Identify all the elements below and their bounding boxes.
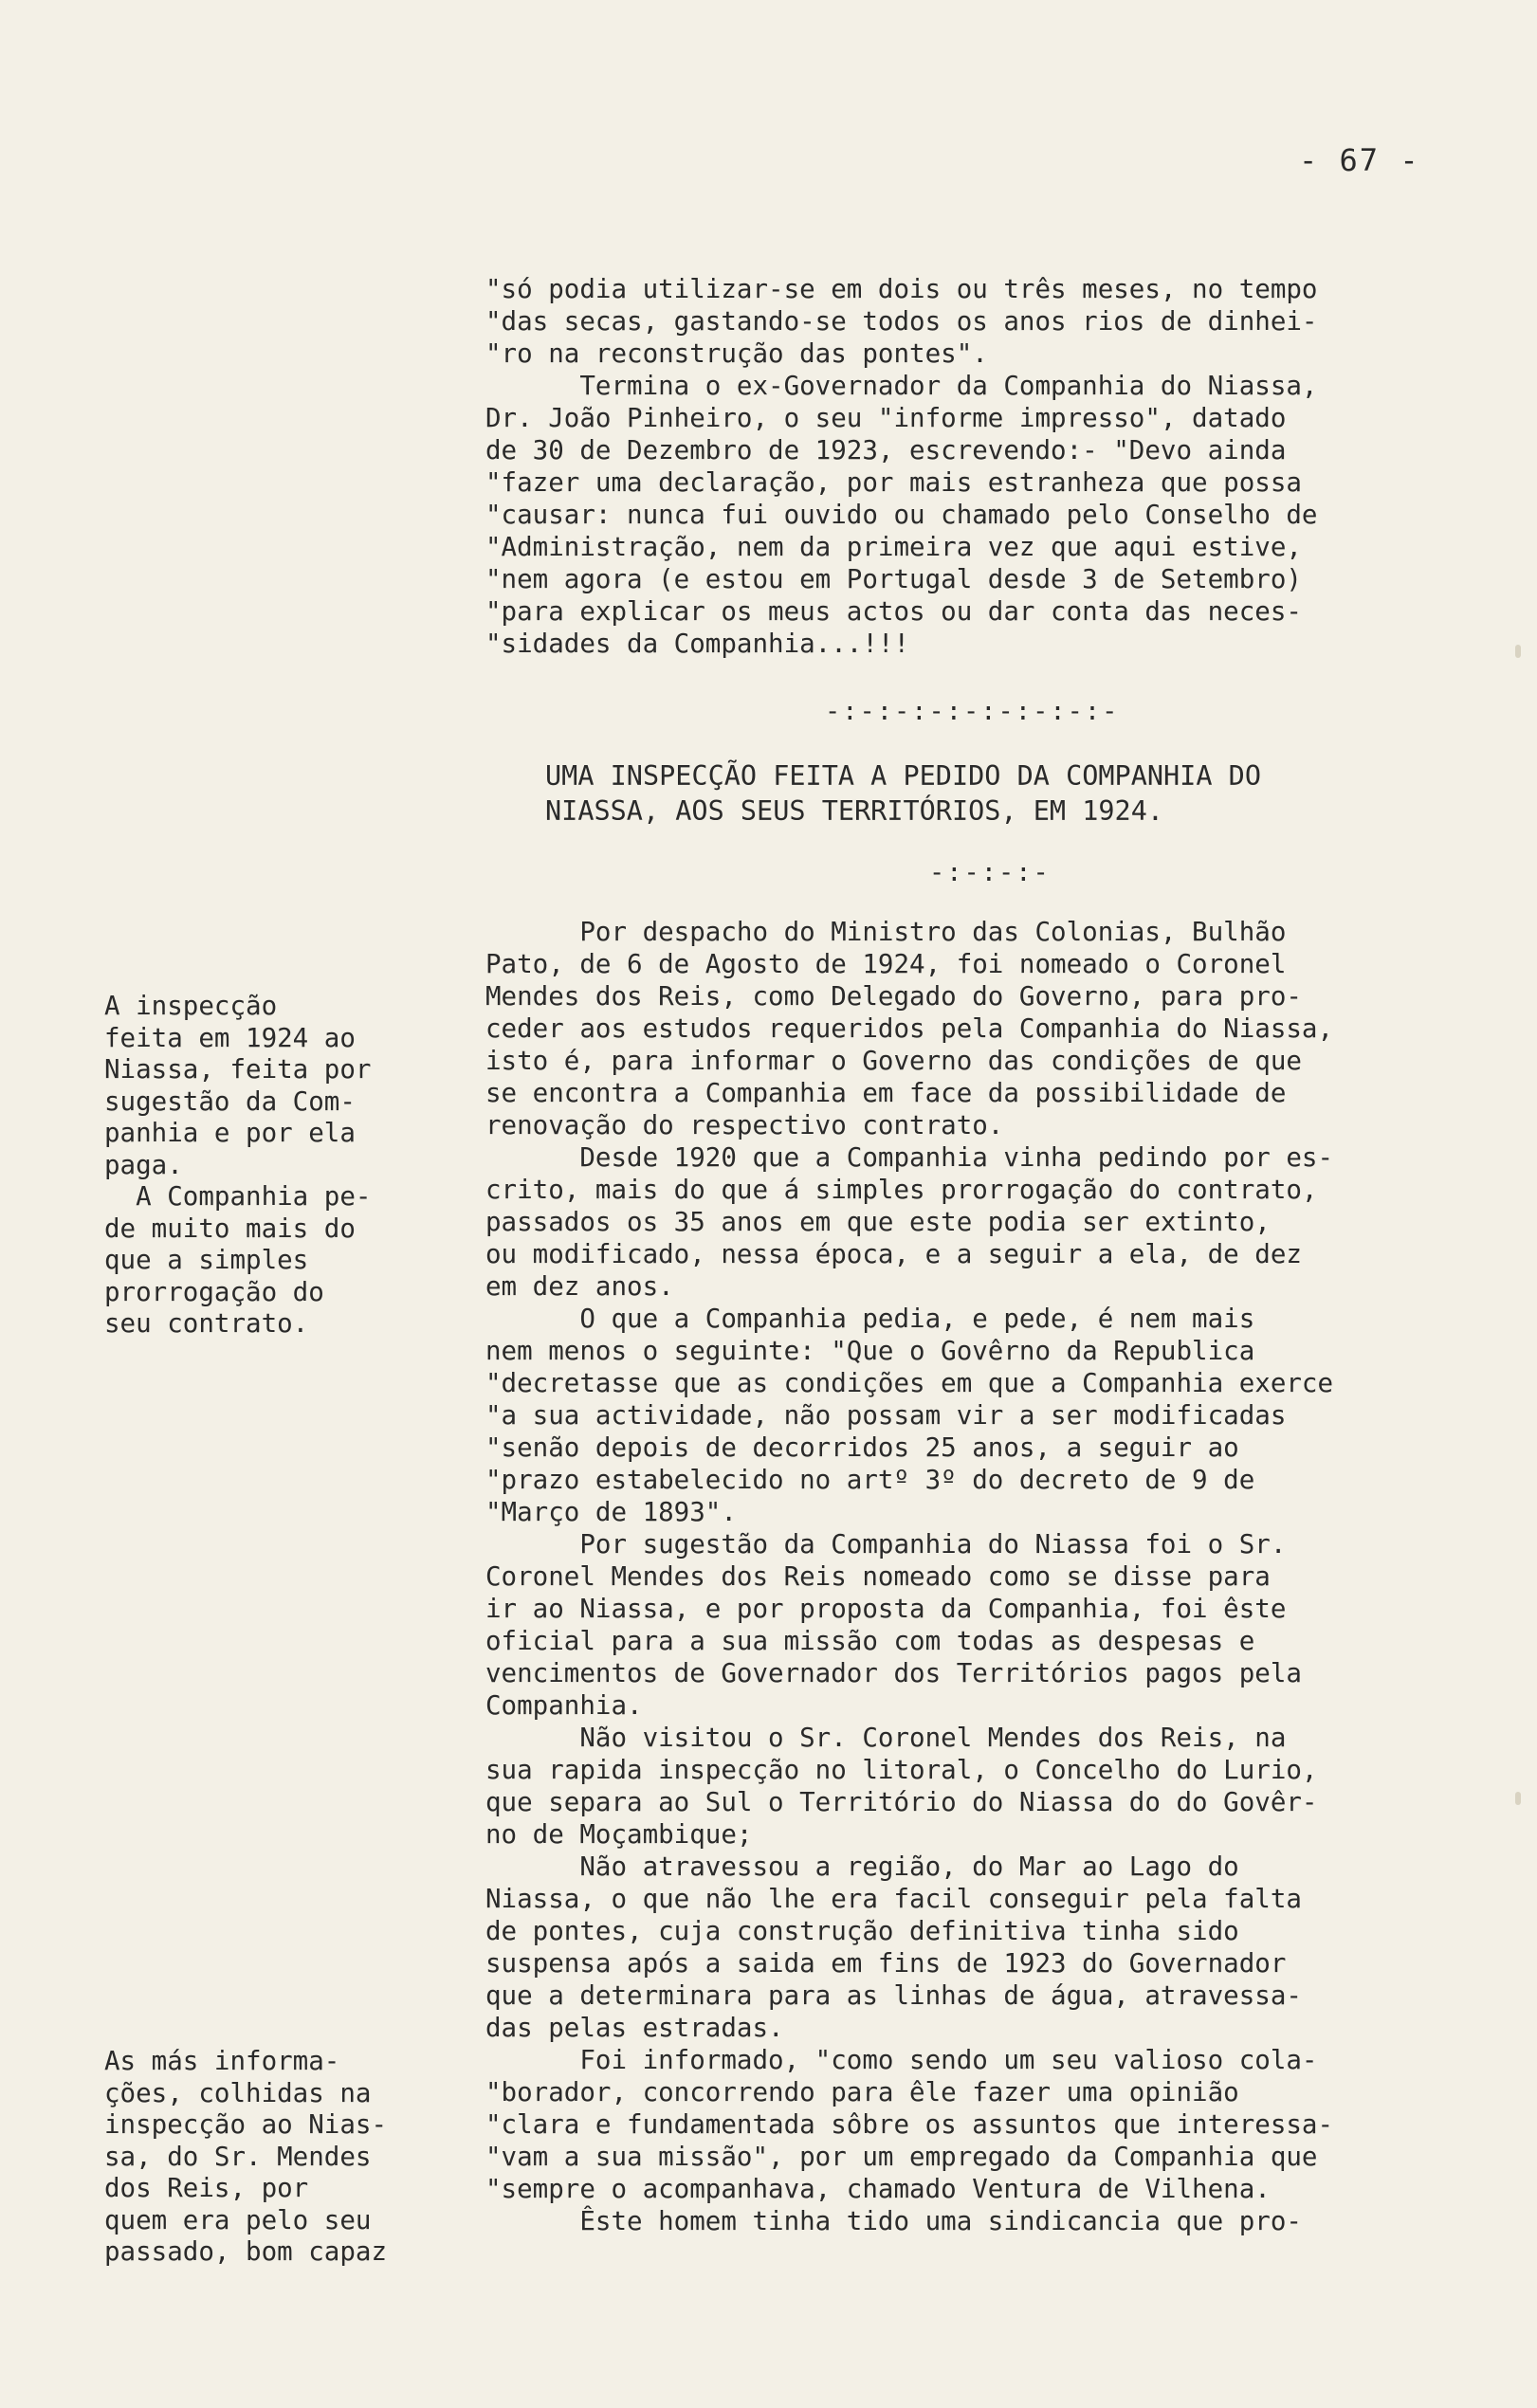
- text-line: "ro na reconstrução das pontes".: [485, 338, 988, 369]
- text-line: "Março de 1893".: [485, 1497, 737, 1527]
- text-line: "senão depois de decorridos 25 anos, a seguir ao: [485, 1432, 1239, 1463]
- text-line: vencimentos de Governador dos Territórios pagos pela: [485, 1658, 1302, 1688]
- margin-note-line: quem era pelo seu: [104, 2204, 372, 2235]
- margin-note-bad-information: [104, 2046, 465, 2269]
- text-line: suspensa após a saida em fins de 1923 do Governador: [485, 1948, 1287, 1979]
- margin-note-line: sugestão da Com-: [104, 1085, 356, 1117]
- margin-note-inspection: [104, 991, 465, 1341]
- text-line: Não atravessou a região, do Mar ao Lago do: [485, 1852, 1239, 1882]
- text-line: Por despacho do Ministro das Colonias, Bulhão: [485, 917, 1287, 947]
- heading-line: UMA INSPECÇÃO FEITA A PEDIDO DA COMPANHIA DO: [545, 760, 1261, 792]
- margin-note-line: panhia e por ela: [104, 1118, 356, 1148]
- text-line: "a sua actividade, não possam vir a ser modificadas: [485, 1400, 1287, 1431]
- text-line: "para explicar os meus actos ou dar conta das neces-: [485, 596, 1302, 627]
- text-line: "clara e fundamentada sôbre os assuntos que interessa-: [485, 2109, 1334, 2140]
- margin-note-line: que a simples: [104, 1245, 309, 1275]
- text-line: passados os 35 anos em que este podia ser extinto,: [485, 1207, 1271, 1237]
- text-line: oficial para a sua missão com todas as despesas e: [485, 1626, 1255, 1656]
- heading-separator: -:-:-:-: [929, 858, 1051, 887]
- margin-note-line: dos Reis, por: [104, 2173, 309, 2203]
- text-line: crito, mais do que á simples prorrogação do contrato,: [485, 1175, 1318, 1205]
- text-line: no de Moçambique;: [485, 1819, 753, 1850]
- text-line: isto é, para informar o Governo das condições de que: [485, 1046, 1302, 1076]
- text-line: Niassa, o que não lhe era facil conseguir pela falta: [485, 1884, 1302, 1914]
- text-line: das pelas estradas.: [485, 2013, 784, 2043]
- punch-mark: [1515, 645, 1521, 658]
- body-text: [485, 916, 1500, 2237]
- text-line: O que a Companhia pedia, e pede, é nem mais: [485, 1304, 1255, 1334]
- text-line: ou modificado, nessa época, e a seguir a ela, de dez: [485, 1239, 1302, 1269]
- text-line: Foi informado, "como sendo um seu valioso cola-: [485, 2045, 1318, 2075]
- heading-line: NIASSA, AOS SEUS TERRITÓRIOS, EM 1924.: [545, 795, 1164, 827]
- text-line: "borador, concorrendo para êle fazer uma opinião: [485, 2077, 1239, 2107]
- margin-note-line: seu contrato.: [104, 1308, 309, 1339]
- quote-block: [485, 273, 1500, 660]
- margin-note-line: As más informa-: [104, 2046, 340, 2076]
- text-line: ceder aos estudos requeridos pela Companhia do Niassa,: [485, 1013, 1334, 1044]
- text-line: "prazo estabelecido no artº 3º do decreto de 9 de: [485, 1465, 1255, 1495]
- margin-note-line: Niassa, feita por: [104, 1054, 372, 1085]
- text-line: "sidades da Companhia...!!!: [485, 629, 910, 659]
- text-line: de 30 de Dezembro de 1923, escrevendo:- "Devo ainda: [485, 435, 1287, 465]
- page-number: - 67 -: [1299, 142, 1420, 178]
- text-line: em dez anos.: [485, 1271, 674, 1302]
- text-line: "decretasse que as condições em que a Companhia exerce: [485, 1368, 1334, 1398]
- margin-note-line: prorrogação do: [104, 1276, 324, 1307]
- text-line: "só podia utilizar-se em dois ou três meses, no tempo: [485, 274, 1318, 304]
- text-line: "Administração, nem da primeira vez que aqui estive,: [485, 532, 1302, 562]
- text-line: nem menos o seguinte: "Que o Govêrno da Republica: [485, 1336, 1255, 1366]
- text-line: se encontra a Companhia em face da possibilidade de: [485, 1078, 1287, 1108]
- margin-note-line: de muito mais do: [104, 1213, 356, 1244]
- margin-note-line: ções, colhidas na: [104, 2077, 372, 2108]
- text-line: que a determinara para as linhas de água, atravessa-: [485, 1980, 1302, 2011]
- text-line: "fazer uma declaração, por mais estranheza que possa: [485, 467, 1302, 498]
- punch-mark: [1515, 1792, 1521, 1805]
- text-line: "sempre o acompanhava, chamado Ventura de Vilhena.: [485, 2174, 1271, 2204]
- text-line: Mendes dos Reis, como Delegado do Governo, para pro-: [485, 981, 1302, 1012]
- text-line: "das secas, gastando-se todos os anos rios de dinhei-: [485, 306, 1318, 337]
- text-line: ir ao Niassa, e por proposta da Companhia, foi êste: [485, 1594, 1287, 1624]
- text-line: sua rapida inspecção no litoral, o Concelho do Lurio,: [485, 1755, 1318, 1785]
- text-line: Coronel Mendes dos Reis nomeado como se disse para: [485, 1561, 1271, 1592]
- text-line: "nem agora (e estou em Portugal desde 3 de Setembro): [485, 564, 1302, 594]
- text-line: Termina o ex-Governador da Companhia do Niassa,: [485, 371, 1318, 401]
- text-line: renovação do respectivo contrato.: [485, 1110, 1004, 1140]
- margin-note-line: paga.: [104, 1149, 183, 1180]
- text-line: Pato, de 6 de Agosto de 1924, foi nomeado o Coronel: [485, 949, 1287, 979]
- margin-note-line: feita em 1924 ao: [104, 1022, 356, 1053]
- text-line: Por sugestão da Companhia do Niassa foi o Sr.: [485, 1529, 1287, 1560]
- text-line: de pontes, cuja construção definitiva tinha sido: [485, 1916, 1239, 1946]
- margin-note-line: passado, bom capaz: [104, 2236, 388, 2267]
- margin-note-line: inspecção ao Nias-: [104, 2109, 388, 2140]
- text-line: Não visitou o Sr. Coronel Mendes dos Reis, na: [485, 1723, 1287, 1753]
- margin-note-line: A Companhia pe-: [104, 1181, 372, 1212]
- text-line: Desde 1920 que a Companhia vinha pedindo por es-: [485, 1142, 1334, 1173]
- text-line: Companhia.: [485, 1690, 643, 1721]
- text-line: "causar: nunca fui ouvido ou chamado pelo Conselho de: [485, 500, 1318, 530]
- margin-note-line: A inspecção: [104, 991, 278, 1021]
- margin-note-line: sa, do Sr. Mendes: [104, 2141, 372, 2172]
- text-line: Dr. João Pinheiro, o seu "informe impresso", datado: [485, 403, 1287, 433]
- text-line: Êste homem tinha tido uma sindicancia que pro-: [485, 2206, 1302, 2236]
- text-line: que separa ao Sul o Território do Niassa do do Govêr-: [485, 1787, 1318, 1817]
- section-heading: [545, 758, 1261, 829]
- text-line: "vam a sua missão", por um empregado da Companhia que: [485, 2142, 1318, 2172]
- section-separator: -:-:-:-:-:-:-:-:-: [825, 697, 1120, 726]
